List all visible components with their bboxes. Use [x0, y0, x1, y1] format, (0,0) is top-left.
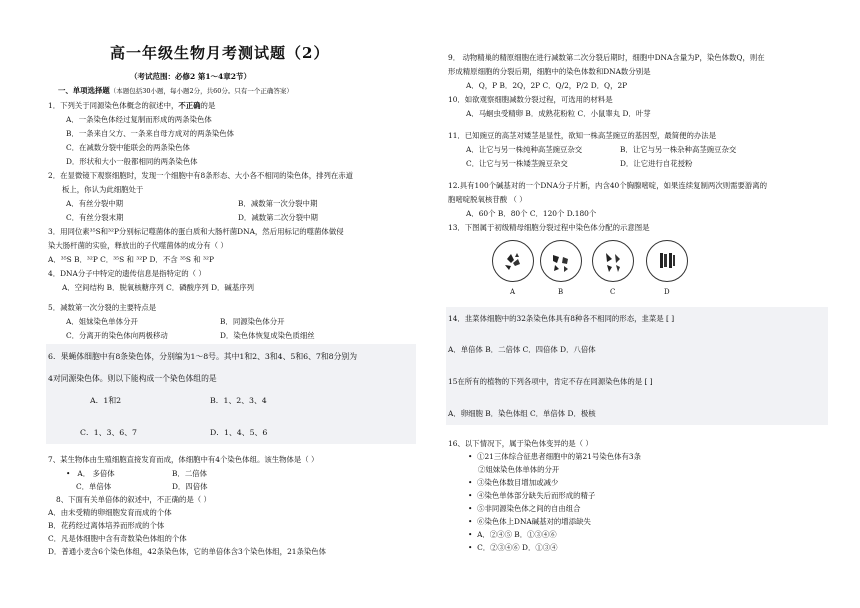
- chromosome-figure-c: [593, 241, 633, 281]
- q1-option-b: B．一条来自父方、一条来自母方成对的两条染色体: [66, 129, 235, 138]
- q16-item-2: ②姐妹染色体单体的分开: [478, 465, 560, 474]
- q6-stem-1: 6．果蝇体细胞中有8条染色体，分别编为1～8号。其中1和2、3和4、5和6、7和8分别为: [48, 352, 358, 361]
- q5-stem: 5．减数第一次分裂的主要特点是: [48, 303, 157, 312]
- q5-option-c: C．分离开的染色体向两极移动: [66, 331, 168, 340]
- q16-item-6: • ⑥染色体上DNA碱基对的增添缺失: [468, 517, 591, 526]
- q16-options-cd: • C．②③④⑥ D．①③④: [468, 543, 558, 552]
- q11-stem: 11．已知豌豆的高茎对矮茎是显性，欲知一株高茎豌豆的基因型，最简便的办法是: [448, 131, 717, 140]
- q1-option-c: C．在减数分裂中能联会的两条染色体: [66, 143, 190, 152]
- q4-options: A．空间结构 B．脱氧核糖序列 C．磷酸序列 D．碱基序列: [62, 283, 254, 292]
- q9-stem-1: 9． 动物精巢的精原细胞在进行减数第二次分裂后期时，细胞中DNA含量为P，染色体数Q，则在: [448, 53, 765, 62]
- q7-option-d: D．四倍体: [172, 482, 208, 491]
- q15-stem: 15在所有的植物的下列各项中，肯定不存在同源染色体的是 [ ]: [448, 377, 653, 386]
- cell-label-c: C: [610, 288, 616, 296]
- q4-stem: 4．DNA分子中特定的遗传信息是指特定的（ ）: [48, 269, 206, 278]
- cell-diagram-d: [646, 240, 688, 282]
- q6-stem-2: 4对同源染色体。则以下能构成一个染色体组的是: [48, 374, 217, 383]
- cell-diagram-c: [592, 240, 634, 282]
- q1-option-a: A．一条染色体经过复制而形成的两条染色体: [66, 115, 212, 124]
- q9-options: A．Q，P B．2Q，2P C．Q/2，P/2 D．Q，2P: [466, 81, 628, 90]
- cell-label-b: B: [558, 288, 564, 296]
- q14-options: A．单倍体 B．二倍体 C．四倍体 D．八倍体: [448, 345, 596, 354]
- q12-stem-1: 12.具有100个碱基对的一个DNA分子片断，内含40个胸腺嘧啶，如果连续复制两次则需要游离的: [448, 181, 768, 190]
- q5-option-d: D．染色体恢复成染色质细丝: [220, 331, 315, 340]
- q2-option-a: A．有丝分裂中期: [66, 199, 124, 208]
- q5-option-a: A．姐妹染色单体分开: [66, 317, 138, 326]
- cell-label-a: A: [510, 288, 516, 296]
- q14-q15-shaded-block: [446, 307, 828, 425]
- q2-option-d: D．减数第二次分裂中期: [238, 213, 318, 222]
- cell-diagram-a: [492, 240, 534, 282]
- q1-stem: 1．下列关于同源染色体概念的叙述中，不正确的是: [48, 101, 216, 110]
- q12-options: A．60个 B．80个 C．120个 D.180个: [466, 209, 597, 218]
- q11-option-c: C．让它与另一株矮茎豌豆杂交: [466, 159, 568, 168]
- q16-stem: 16、以下情况下，属于染色体变异的是（ ）: [448, 439, 593, 448]
- q8-option-b: B．花药经过离体培养而形成的个体: [48, 521, 165, 530]
- q7-option-b: B．二倍体: [172, 469, 207, 478]
- q2-stem-2: 板上，你认为此细胞处于: [62, 185, 144, 194]
- q8-stem: 8、下面有关单倍体的叙述中，不正确的是（ ）: [56, 495, 211, 504]
- q7-option-c: C．单倍体: [76, 482, 112, 491]
- q6-option-d: D．1、4、5、6: [210, 428, 268, 437]
- section-heading: 一、单项选择题（本题包括30小题，每小题2分，共60分。只有一个正确答案）: [58, 86, 293, 95]
- q9-stem-2: 形成精原细胞的分裂后期，细胞中的染色体数和DNA数分别是: [448, 67, 651, 76]
- q3-options: A．³⁵S B．³²P C．³⁵S 和 ³²P D．不含 ³⁵S 和 ³²P: [48, 255, 214, 264]
- q6-option-b: B．1、2、3、4: [210, 396, 267, 405]
- q7-stem: 7、某生物体由生殖细胞直接发育而成，体细胞中有4个染色体组。该生物体是（ ）: [48, 455, 319, 464]
- chromosome-figure-d: [647, 241, 687, 281]
- q2-option-c: C．有丝分裂末期: [66, 213, 124, 222]
- q12-stem-2: 胞嘧啶脱氧核苷酸 （ ）: [448, 195, 527, 204]
- q15-options: A．卵细胞 B．染色体组 C．单倍体 D．极核: [448, 409, 596, 418]
- page-title: 高一年级生物月考测试题（2）: [110, 44, 330, 62]
- q14-stem: 14．韭菜体细胞中的32条染色体具有8种各不相同的形态，韭菜是 [ ]: [448, 314, 675, 323]
- q16-item-5: • ⑤非同源染色体之间的自由组合: [468, 504, 581, 513]
- q16-item-4: • ④染色单体部分缺失后而形成的精子: [468, 491, 596, 500]
- cell-label-d: D: [664, 288, 670, 296]
- q2-stem-1: 2．在显微镜下观察细胞时，发现一个细胞中有8条形态、大小各不相同的染色体，排列在赤道: [48, 171, 354, 180]
- q10-options: A．马蛔虫受精卵 B．成熟花粉粒 C．小鼠睾丸 D．叶芽: [466, 109, 651, 118]
- q16-item-3: • ③染色体数目增加或减少: [468, 478, 559, 487]
- q10-stem: 10．如欲观察细胞减数分裂过程，可选用的材料是: [448, 95, 613, 104]
- q16-item-1: • ①21三体综合征患者细胞中的第21号染色体有3条: [468, 452, 641, 461]
- q8-option-c: C．凡是体细胞中含有奇数染色体组的个体: [48, 534, 187, 543]
- q6-option-c: C．1、3、6、7: [80, 428, 137, 437]
- q8-option-a: A．由未受精的卵细胞发育而成的个体: [48, 508, 172, 517]
- q11-option-d: D．让它进行自花授粉: [620, 159, 693, 168]
- q3-stem-2: 染大肠杆菌的实验，释放出的子代噬菌体的成分有（ ）: [48, 241, 228, 250]
- q11-option-a: A．让它与另一株纯种高茎豌豆杂交: [466, 145, 583, 154]
- q1-option-d: D．形状和大小一般都相同的两条染色体: [66, 157, 198, 166]
- chromosome-figure-a: [493, 241, 533, 281]
- q5-option-b: B．同源染色体分开: [220, 317, 285, 326]
- q6-option-a: A．1和2: [90, 396, 122, 405]
- q13-stem: 13．下图属于初级精母细胞分裂过程中染色体分配的示意图是: [448, 223, 650, 232]
- cell-diagram-b: [540, 240, 582, 282]
- chromosome-figure-b: [541, 241, 581, 281]
- q7-option-a: • A． 多倍体: [66, 469, 115, 478]
- q11-option-b: B．让它与另一株杂种高茎豌豆杂交: [620, 145, 737, 154]
- q16-options-ab: • A．②④⑤ B．①③④⑥: [468, 530, 557, 539]
- q2-option-b: B．减数第一次分裂中期: [238, 199, 318, 208]
- q8-option-d: D．普通小麦含6个染色体组，42条染色体，它的单倍体含3个染色体组，21条染色体: [48, 547, 327, 556]
- exam-scope: （考试范围：必修2 第1～4章2节）: [130, 72, 251, 81]
- q3-stem-1: 3．用同位素³⁵S和³²P分别标记噬菌体的蛋白质和大肠杆菌DNA，然后用标记的噬菌体做侵: [48, 227, 344, 236]
